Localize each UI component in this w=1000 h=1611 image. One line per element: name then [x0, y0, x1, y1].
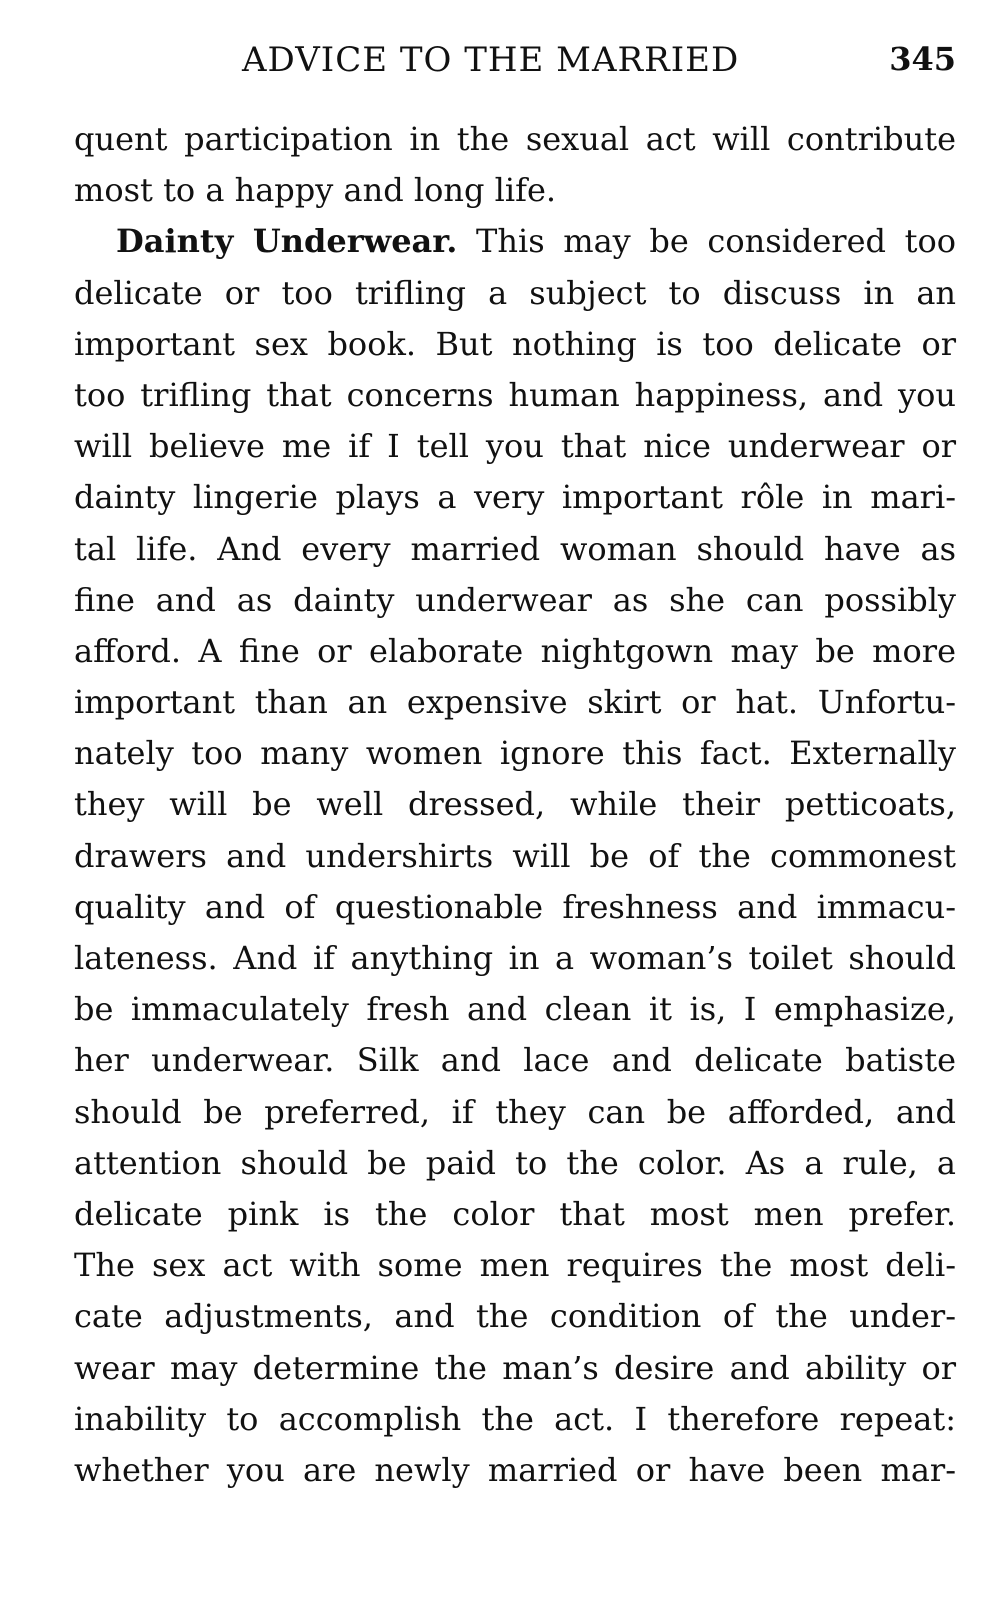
text-line: should be preferred, if they can be afforded, and	[74, 1092, 956, 1131]
section-heading: Dainty Underwear.	[116, 222, 458, 261]
body-text	[74, 114, 956, 1496]
text-line: tal life. And every married woman should have as	[74, 529, 956, 568]
text-line: cate adjustments, and the condition of the under-	[74, 1297, 956, 1336]
text-line: drawers and undershirts will be of the commonest	[74, 836, 956, 875]
section-first-line	[74, 216, 956, 267]
text-line: most to a happy and long life.	[74, 171, 557, 210]
text-line: whether you are newly married or have been mar-	[74, 1450, 956, 1489]
running-head	[74, 40, 956, 90]
text-line: delicate or too trifling a subject to discuss in an	[74, 273, 956, 312]
text-line: her underwear. Silk and lace and delicate batiste	[74, 1041, 956, 1080]
section-first-line-text: This may be considered too	[476, 222, 957, 261]
text-line: attention should be paid to the color. As a rule, a	[74, 1143, 956, 1182]
text-line: important than an expensive skirt or hat. Unfortu-	[74, 683, 956, 722]
text-line: quent participation in the sexual act will contribute	[74, 120, 956, 158]
text-line: important sex book. But nothing is too delicate or	[74, 324, 956, 363]
text-line: will believe me if I tell you that nice underwear or	[74, 427, 956, 466]
text-line: they will be well dressed, while their petticoats,	[74, 785, 956, 824]
text-line: nately too many women ignore this fact. Externally	[74, 734, 956, 773]
text-line: dainty lingerie plays a very important rôle in mari-	[74, 478, 956, 517]
text-line: fine and as dainty underwear as she can possibly	[74, 580, 956, 619]
text-line: delicate pink is the color that most men prefer.	[74, 1194, 956, 1233]
text-line: afford. A fine or elaborate nightgown may be more	[74, 631, 956, 670]
text-line: too trifling that concerns human happiness, and you	[74, 375, 956, 414]
page-number: 345	[889, 40, 956, 78]
text-line: wear may determine the man’s desire and ability or	[74, 1348, 956, 1387]
text-line: quality and of questionable freshness and immacu-	[74, 887, 956, 926]
text-line: be immaculately fresh and clean it is, I emphasize,	[74, 990, 956, 1029]
text-line: lateness. And if anything in a woman’s toilet should	[74, 939, 956, 977]
text-line: The sex act with some men requires the most deli-	[74, 1246, 956, 1285]
running-title: ADVICE TO THE MARRIED	[242, 40, 740, 80]
text-line: inability to accomplish the act. I therefore repeat:	[74, 1399, 956, 1438]
